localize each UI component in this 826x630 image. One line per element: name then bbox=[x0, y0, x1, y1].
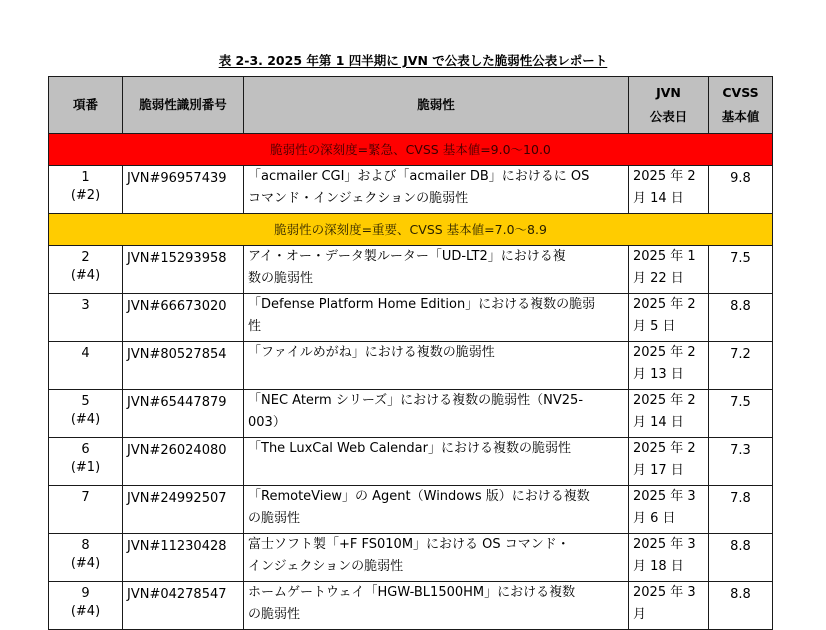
vuln-title-line1: 「ファイルめがね」における複数の脆弱性 bbox=[248, 345, 495, 360]
cvss-score: 7.5 bbox=[709, 390, 773, 438]
vuln-title-cell bbox=[244, 582, 629, 630]
item-number: 8 bbox=[81, 538, 90, 553]
vuln-title-line2: の脆弱性 bbox=[248, 511, 301, 526]
publish-date-line2: 月 bbox=[633, 607, 647, 622]
header-vuln-id: 脆弱性識別番号 bbox=[123, 77, 244, 134]
item-reference: (#4) bbox=[70, 556, 101, 571]
cvss-score: 7.5 bbox=[709, 246, 773, 294]
publish-date-line2: 月 5 日 bbox=[633, 319, 676, 334]
table-row bbox=[49, 582, 773, 630]
vuln-id: JVN#24992507 bbox=[123, 486, 244, 534]
vuln-title-cell bbox=[244, 342, 629, 390]
vuln-title-line1: 「NEC Aterm シリーズ」における複数の脆弱性（NV25- bbox=[248, 393, 584, 408]
header-vulnerability: 脆弱性 bbox=[244, 77, 629, 134]
publish-date-line1: 2025 年 3 bbox=[633, 489, 696, 504]
item-reference: (#1) bbox=[70, 460, 101, 475]
header-jvn-date bbox=[629, 77, 709, 134]
cvss-score: 7.8 bbox=[709, 486, 773, 534]
severity-row-critical bbox=[49, 134, 773, 166]
publish-date-line2: 月 18 日 bbox=[633, 559, 684, 574]
item-number: 1 bbox=[81, 170, 90, 185]
item-number-cell bbox=[49, 438, 123, 486]
publish-date-cell bbox=[629, 246, 709, 294]
item-number: 6 bbox=[81, 442, 90, 457]
vuln-title-line2: 性 bbox=[248, 319, 262, 334]
publish-date-line1: 2025 年 2 bbox=[633, 297, 696, 312]
item-number: 2 bbox=[81, 250, 90, 265]
vuln-title-line1: アイ・オー・データ製ルーター「UD-LT2」における複 bbox=[248, 249, 566, 264]
vuln-title-line2: 003） bbox=[248, 415, 286, 430]
vuln-title-line1: ホームゲートウェイ「HGW-BL1500HM」における複数 bbox=[248, 585, 576, 600]
table-row bbox=[49, 246, 773, 294]
header-item-number: 項番 bbox=[49, 77, 123, 134]
item-number-cell bbox=[49, 390, 123, 438]
vuln-title-cell bbox=[244, 390, 629, 438]
publish-date-line2: 月 14 日 bbox=[633, 191, 684, 206]
severity-label-critical: 脆弱性の深刻度=緊急、CVSS 基本値=9.0～10.0 bbox=[49, 134, 773, 166]
vuln-title-line2: コマンド・インジェクションの脆弱性 bbox=[248, 191, 469, 206]
item-number: 3 bbox=[81, 298, 90, 313]
publish-date-line1: 2025 年 2 bbox=[633, 169, 696, 184]
item-number: 5 bbox=[81, 394, 90, 409]
vuln-title-cell bbox=[244, 486, 629, 534]
table-row bbox=[49, 342, 773, 390]
vuln-id: JVN#96957439 bbox=[123, 166, 244, 214]
publish-date-cell bbox=[629, 342, 709, 390]
table-row bbox=[49, 534, 773, 582]
cvss-score: 7.3 bbox=[709, 438, 773, 486]
item-reference: (#2) bbox=[70, 188, 101, 203]
vuln-id: JVN#66673020 bbox=[123, 294, 244, 342]
publish-date-line2: 月 17 日 bbox=[633, 463, 684, 478]
header-jvn-date-line2: 公表日 bbox=[649, 109, 688, 124]
publish-date-line2: 月 13 日 bbox=[633, 367, 684, 382]
item-number-cell bbox=[49, 486, 123, 534]
vuln-title-line2: の脆弱性 bbox=[248, 607, 301, 622]
vuln-title-line1: 「Defense Platform Home Edition」における複数の脆弱 bbox=[248, 297, 596, 312]
table-row bbox=[49, 390, 773, 438]
vuln-title-cell bbox=[244, 534, 629, 582]
cvss-score: 9.8 bbox=[709, 166, 773, 214]
cvss-score: 8.8 bbox=[709, 582, 773, 630]
vuln-id: JVN#11230428 bbox=[123, 534, 244, 582]
table-row bbox=[49, 166, 773, 214]
vulnerability-report-table bbox=[48, 76, 773, 630]
table-caption-text: 表 2-3. 2025 年第 1 四半期に JVN で公表した脆弱性公表レポート bbox=[218, 53, 608, 68]
vuln-id: JVN#04278547 bbox=[123, 582, 244, 630]
item-number-cell bbox=[49, 534, 123, 582]
table-row bbox=[49, 438, 773, 486]
header-cvss-line1: CVSS bbox=[722, 85, 759, 100]
vuln-title-cell bbox=[244, 166, 629, 214]
table-caption bbox=[0, 53, 826, 69]
item-reference: (#4) bbox=[70, 604, 101, 619]
publish-date-line1: 2025 年 2 bbox=[633, 345, 696, 360]
cvss-score: 8.8 bbox=[709, 294, 773, 342]
publish-date-line2: 月 22 日 bbox=[633, 271, 684, 286]
vuln-title-cell bbox=[244, 294, 629, 342]
vuln-id: JVN#65447879 bbox=[123, 390, 244, 438]
vuln-title-line2: インジェクションの脆弱性 bbox=[248, 559, 404, 574]
table-row bbox=[49, 294, 773, 342]
table-viewport bbox=[48, 76, 773, 622]
vuln-title-line1: 「RemoteView」の Agent（Windows 版）における複数 bbox=[248, 489, 590, 504]
header-cvss-line2: 基本値 bbox=[721, 109, 760, 124]
severity-label-important: 脆弱性の深刻度=重要、CVSS 基本値=7.0～8.9 bbox=[49, 214, 773, 246]
publish-date-cell bbox=[629, 166, 709, 214]
item-number-cell bbox=[49, 294, 123, 342]
publish-date-cell bbox=[629, 390, 709, 438]
publish-date-cell bbox=[629, 438, 709, 486]
publish-date-cell bbox=[629, 534, 709, 582]
vuln-title-line1: 「The LuxCal Web Calendar」における複数の脆弱性 bbox=[248, 441, 571, 456]
vuln-id: JVN#15293958 bbox=[123, 246, 244, 294]
header-jvn-date-line1: JVN bbox=[656, 85, 681, 100]
item-number-cell bbox=[49, 246, 123, 294]
vuln-id: JVN#26024080 bbox=[123, 438, 244, 486]
publish-date-line1: 2025 年 2 bbox=[633, 393, 696, 408]
vuln-id: JVN#80527854 bbox=[123, 342, 244, 390]
publish-date-cell bbox=[629, 294, 709, 342]
item-number-cell bbox=[49, 166, 123, 214]
item-number: 9 bbox=[81, 586, 90, 601]
publish-date-cell bbox=[629, 582, 709, 630]
vuln-title-cell bbox=[244, 246, 629, 294]
publish-date-line1: 2025 年 2 bbox=[633, 441, 696, 456]
cvss-score: 7.2 bbox=[709, 342, 773, 390]
table-header-row bbox=[49, 77, 773, 134]
header-cvss-score bbox=[709, 77, 773, 134]
vuln-title-cell bbox=[244, 438, 629, 486]
item-number: 7 bbox=[81, 490, 90, 505]
publish-date-cell bbox=[629, 486, 709, 534]
table-row bbox=[49, 486, 773, 534]
publish-date-line1: 2025 年 3 bbox=[633, 537, 696, 552]
publish-date-line2: 月 14 日 bbox=[633, 415, 684, 430]
item-number-cell bbox=[49, 342, 123, 390]
item-reference: (#4) bbox=[70, 268, 101, 283]
vuln-title-line2: 数の脆弱性 bbox=[248, 271, 314, 286]
publish-date-line1: 2025 年 1 bbox=[633, 249, 696, 264]
vuln-title-line1: 富士ソフト製「+F FS010M」における OS コマンド・ bbox=[248, 537, 570, 552]
item-number: 4 bbox=[81, 346, 90, 361]
publish-date-line2: 月 6 日 bbox=[633, 511, 676, 526]
publish-date-line1: 2025 年 3 bbox=[633, 585, 696, 600]
vuln-title-line1: 「acmailer CGI」および「acmailer DB」におけるに OS bbox=[248, 169, 590, 184]
severity-row-important bbox=[49, 214, 773, 246]
item-number-cell bbox=[49, 582, 123, 630]
cvss-score: 8.8 bbox=[709, 534, 773, 582]
item-reference: (#4) bbox=[70, 412, 101, 427]
